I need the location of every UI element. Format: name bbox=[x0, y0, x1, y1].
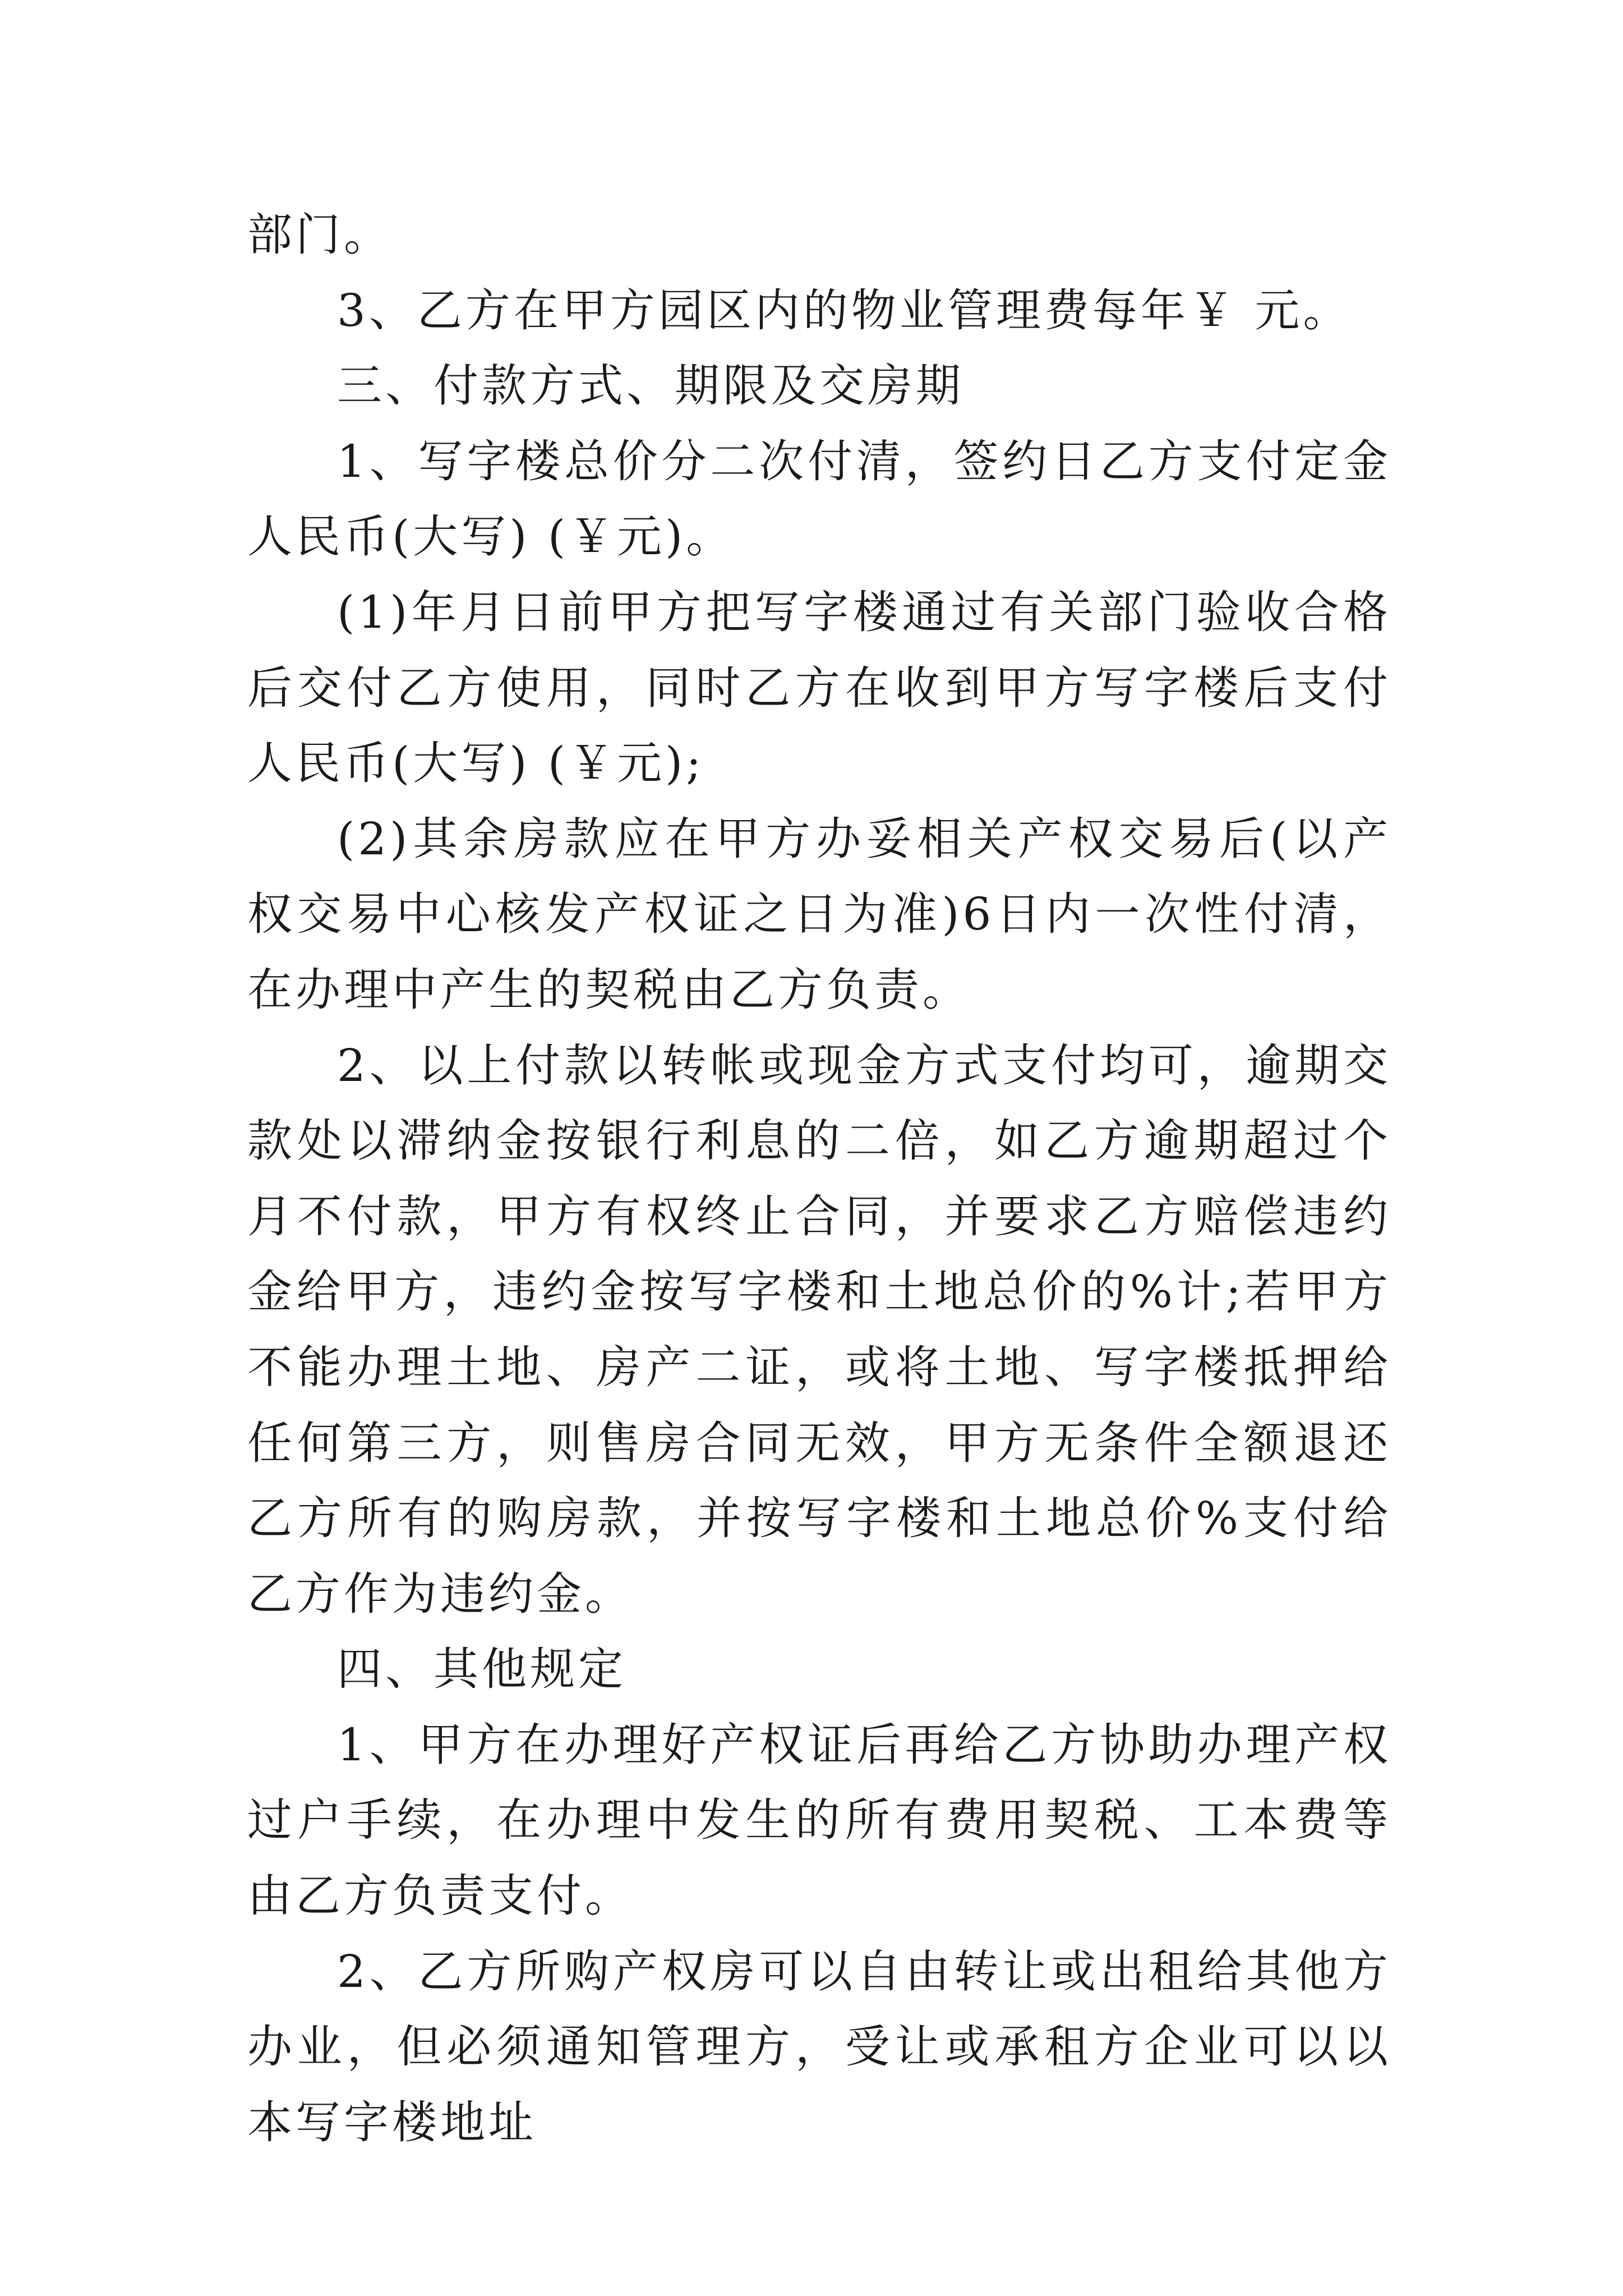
paragraph-payment-balance: (2)其余房款应在甲方办妥相关产权交易后(以产权交易中心核发产权证之日为准)6日内一次性付清，在办理中产生的契税由乙方负责。 bbox=[247, 812, 1391, 1016]
section-heading-other: 四、其他规定 bbox=[337, 1643, 626, 1696]
section-heading-payment: 三、付款方式、期限及交房期 bbox=[337, 360, 964, 412]
paragraph-continuation: 部门。 bbox=[247, 209, 392, 261]
paragraph-resale-lease: 2、乙方所购产权房可以自由转让或出租给其他方办业，但必须通知管理方，受让或承租方企业可以以本写字楼地址 bbox=[247, 1945, 1391, 2148]
document-body bbox=[247, 197, 1391, 2160]
paragraph-payment-installments: 1、写字楼总价分二次付清，签约日乙方支付定金人民币(大写) (￥元)。 bbox=[247, 435, 1391, 563]
paragraph-payment-delivery: (1)年月日前甲方把写字楼通过有关部门验收合格后交付乙方使用，同时乙方在收到甲方写字楼后支付人民币(大写) (￥元); bbox=[247, 586, 1391, 790]
paragraph-property-fee: 3、乙方在甲方园区内的物业管理费每年￥ 元。 bbox=[337, 284, 1352, 337]
paragraph-title-transfer: 1、甲方在办理好产权证后再给乙方协助办理产权过户手续，在办理中发生的所有费用契税、工本费等由乙方负责支付。 bbox=[247, 1718, 1391, 1922]
paragraph-payment-penalty: 2、以上付款以转帐或现金方式支付均可，逾期交款处以滞纳金按银行利息的二倍，如乙方逾期超过个月不付款，甲方有权终止合同，并要求乙方赔偿违约金给甲方，违约金按写字楼和土地总价的%计;若甲方不能办理土地、房产二证，或将土地、写字楼抵押给任何第三方，则售房合同无效，甲方无条件全额退还乙方所有的购房款，并按写字楼和土地总价%支付给乙方作为违约金。 bbox=[247, 1039, 1391, 1620]
